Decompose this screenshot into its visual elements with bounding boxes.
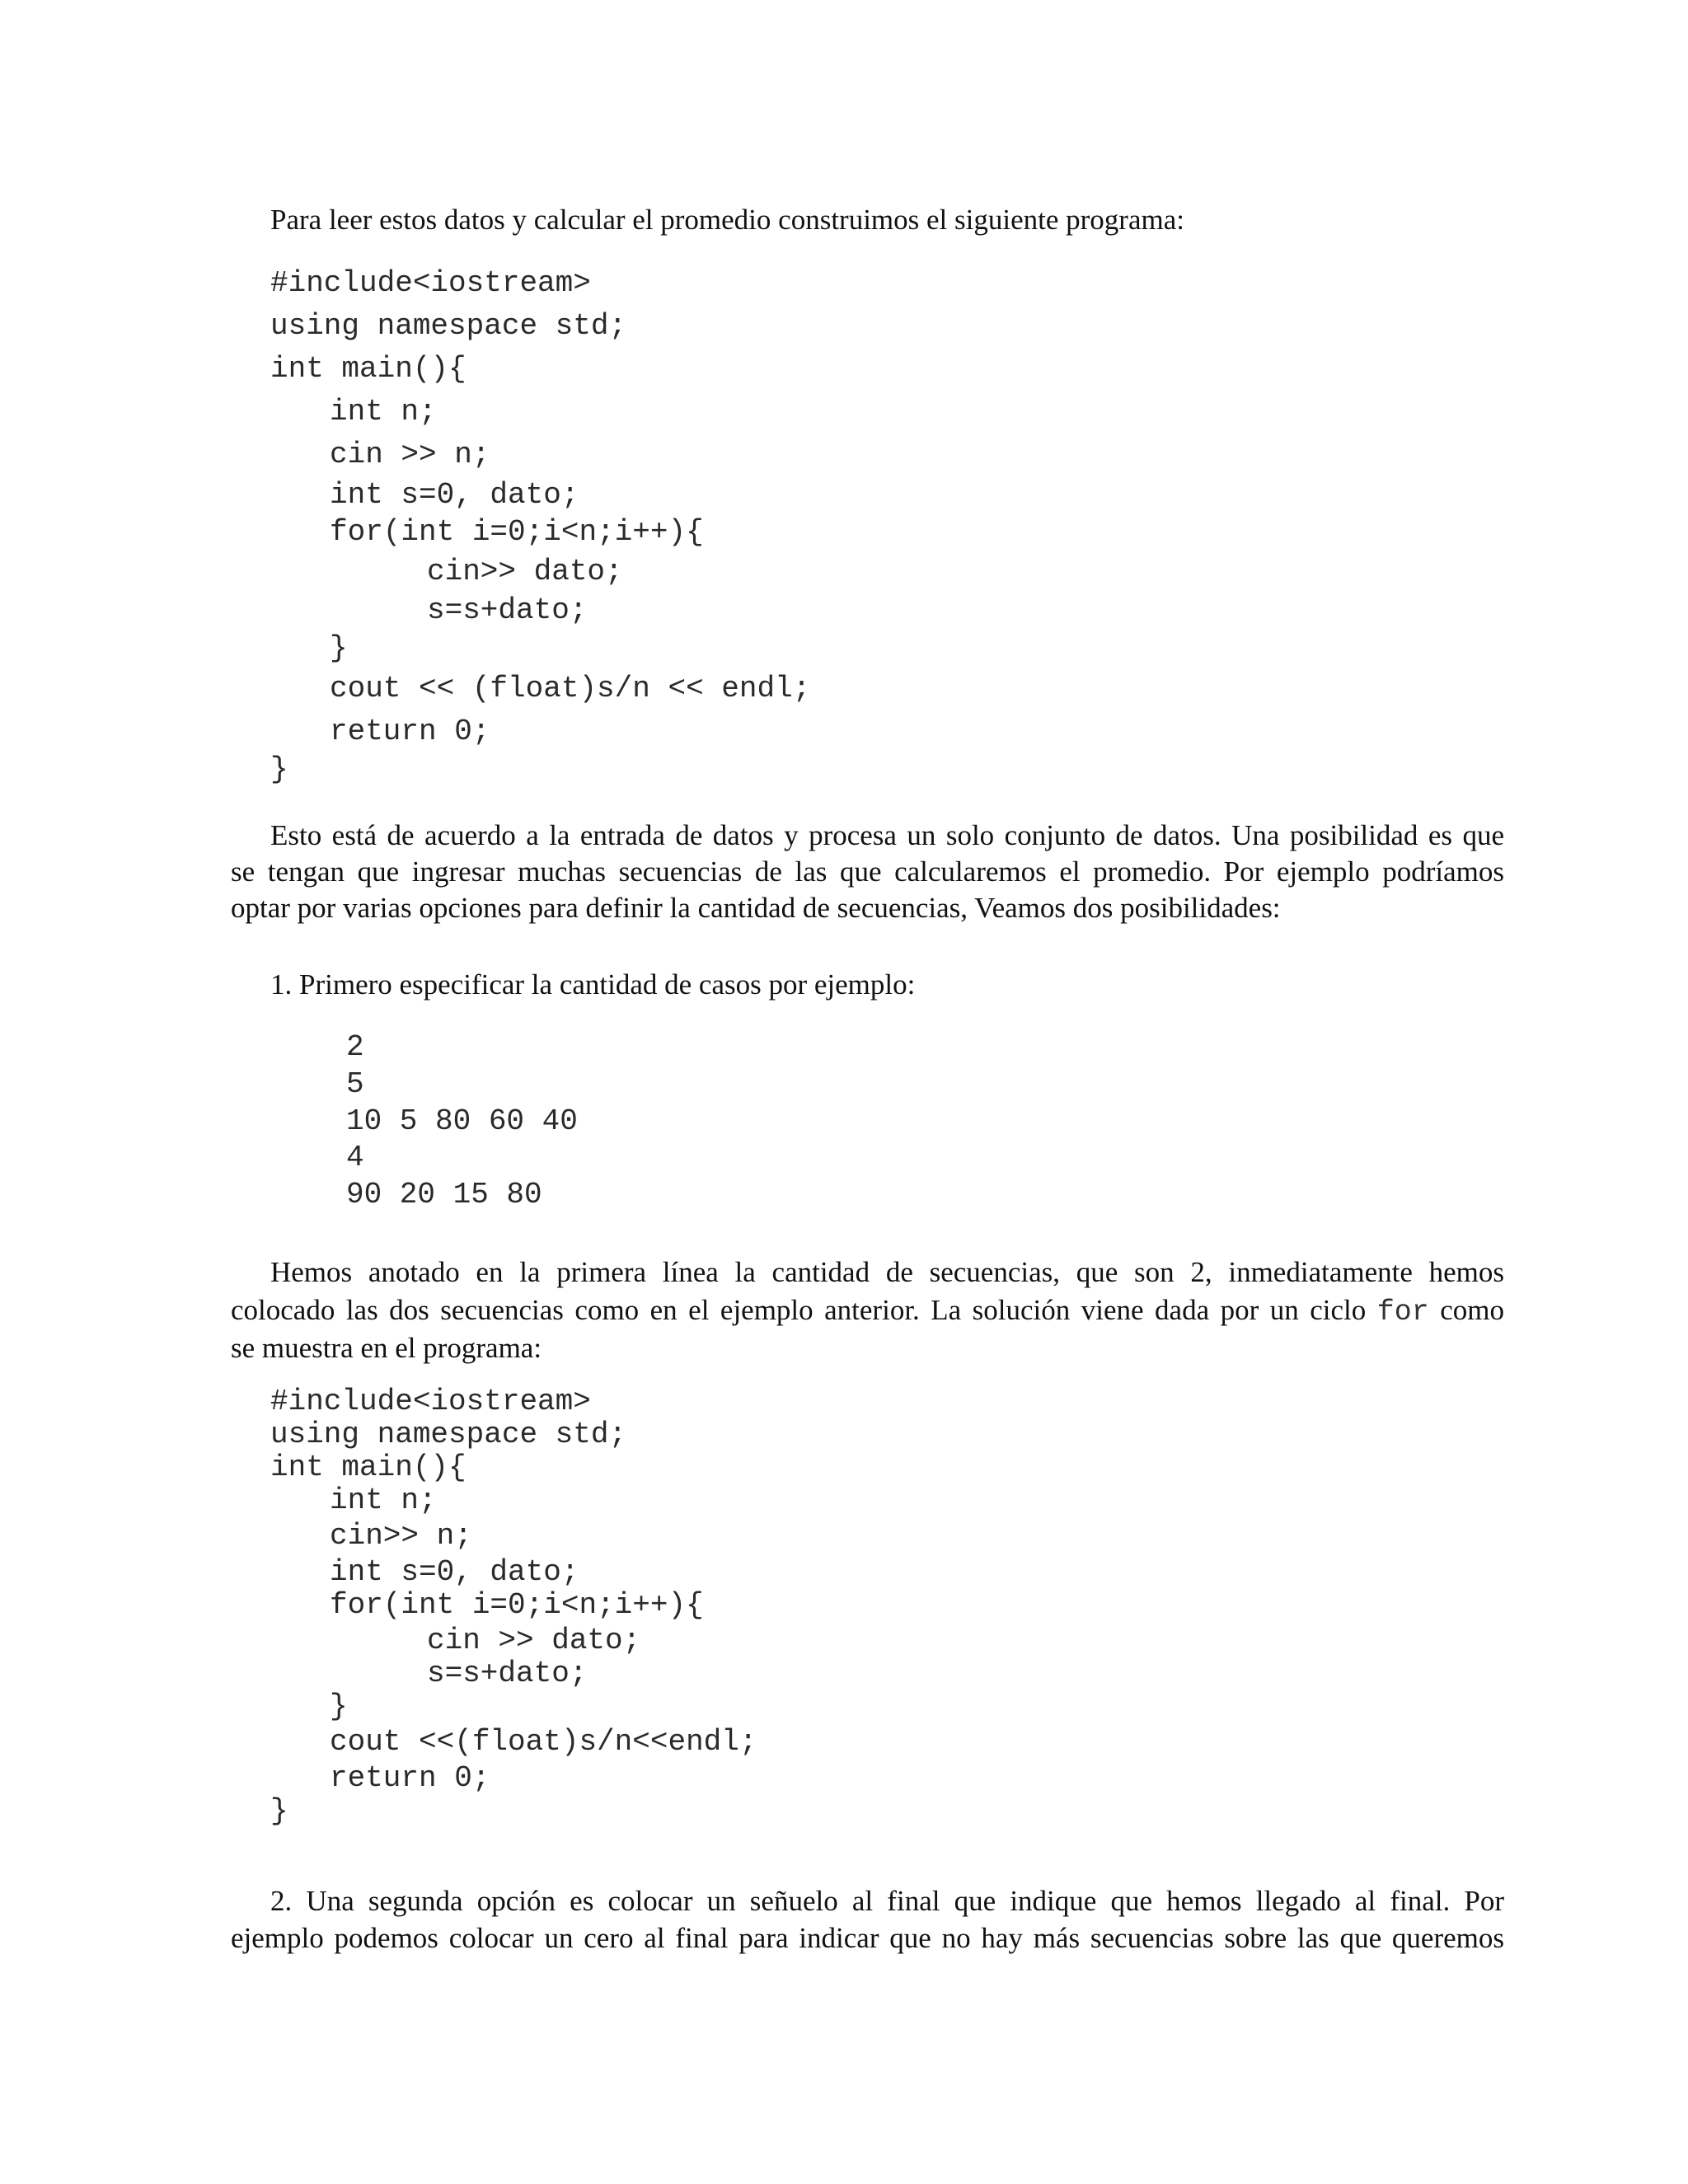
intro-text: Para leer estos datos y calcular el promedio construimos el siguiente programa: [270,204,1184,236]
sample-line: 90 20 15 80 [346,1178,542,1212]
list-item-1: 1. Primero especificar la cantidad de casos por ejemplo: [270,968,916,1001]
paragraph-line: Hemos anotado en la primera línea la cantidad de secuencias, que son 2, inmediatamente hemos [270,1256,1504,1288]
code-line: return 0; [330,1761,490,1795]
code-line: using namespace std; [270,309,627,343]
code-line: int n; [330,395,437,429]
code-line: } [330,631,348,665]
code-line: cout <<(float)s/n<<endl; [330,1725,757,1759]
sample-line: 10 5 80 60 40 [346,1104,578,1138]
paragraph-line: 2. Una segunda opción es colocar un señuelo al final que indique que hemos llegado al final. Por [270,1885,1504,1917]
code-line: cin >> n; [330,438,490,471]
paragraph-line: se muestra en el programa: [231,1332,542,1364]
inline-code: for [1376,1296,1429,1329]
paragraph-line: se tengan que ingresar muchas secuencias de las que calcularemos el promedio. Por ejemplo podríamos [231,855,1504,888]
sample-line: 5 [346,1067,364,1101]
sample-line: 4 [346,1141,364,1174]
code-line: cout << (float)s/n << endl; [330,672,811,705]
code-line: #include<iostream> [270,1385,591,1418]
code-line: using namespace std; [270,1418,627,1451]
code-line: for(int i=0;i<n;i++){ [330,515,704,549]
code-line: s=s+dato; [427,593,588,627]
code-line: int s=0, dato; [330,478,579,512]
code-line: cin >> dato; [427,1624,641,1657]
paragraph-line: ejemplo podemos colocar un cero al final para indicar que no hay más secuencias sobre las que queremos [231,1922,1504,1954]
code-line: } [330,1690,348,1723]
code-line: cin>> n; [330,1519,472,1553]
code-line: cin>> dato; [427,555,623,588]
text-segment: como [1440,1294,1505,1326]
paragraph-line: Esto está de acuerdo a la entrada de datos y procesa un solo conjunto de datos. Una posibilidad es que [270,819,1504,851]
code-line: } [270,752,288,786]
code-line: int main(){ [270,1451,467,1484]
text-segment: colocado las dos secuencias como en el ejemplo anterior. La solución viene dada por un ciclo [231,1294,1367,1326]
code-line: int main(){ [270,352,467,386]
code-line: return 0; [330,715,490,748]
code-line: } [270,1794,288,1828]
code-line: for(int i=0;i<n;i++){ [330,1588,704,1622]
code-line: int n; [330,1483,437,1517]
code-line: #include<iostream> [270,266,591,300]
code-line: int s=0, dato; [330,1555,579,1589]
paragraph-line-with-code [231,1292,1504,1330]
sample-line: 2 [346,1030,364,1064]
code-line: s=s+dato; [427,1657,588,1690]
paragraph-line: optar por varias opciones para definir la cantidad de secuencias, Veamos dos posibilidades: [231,892,1281,924]
